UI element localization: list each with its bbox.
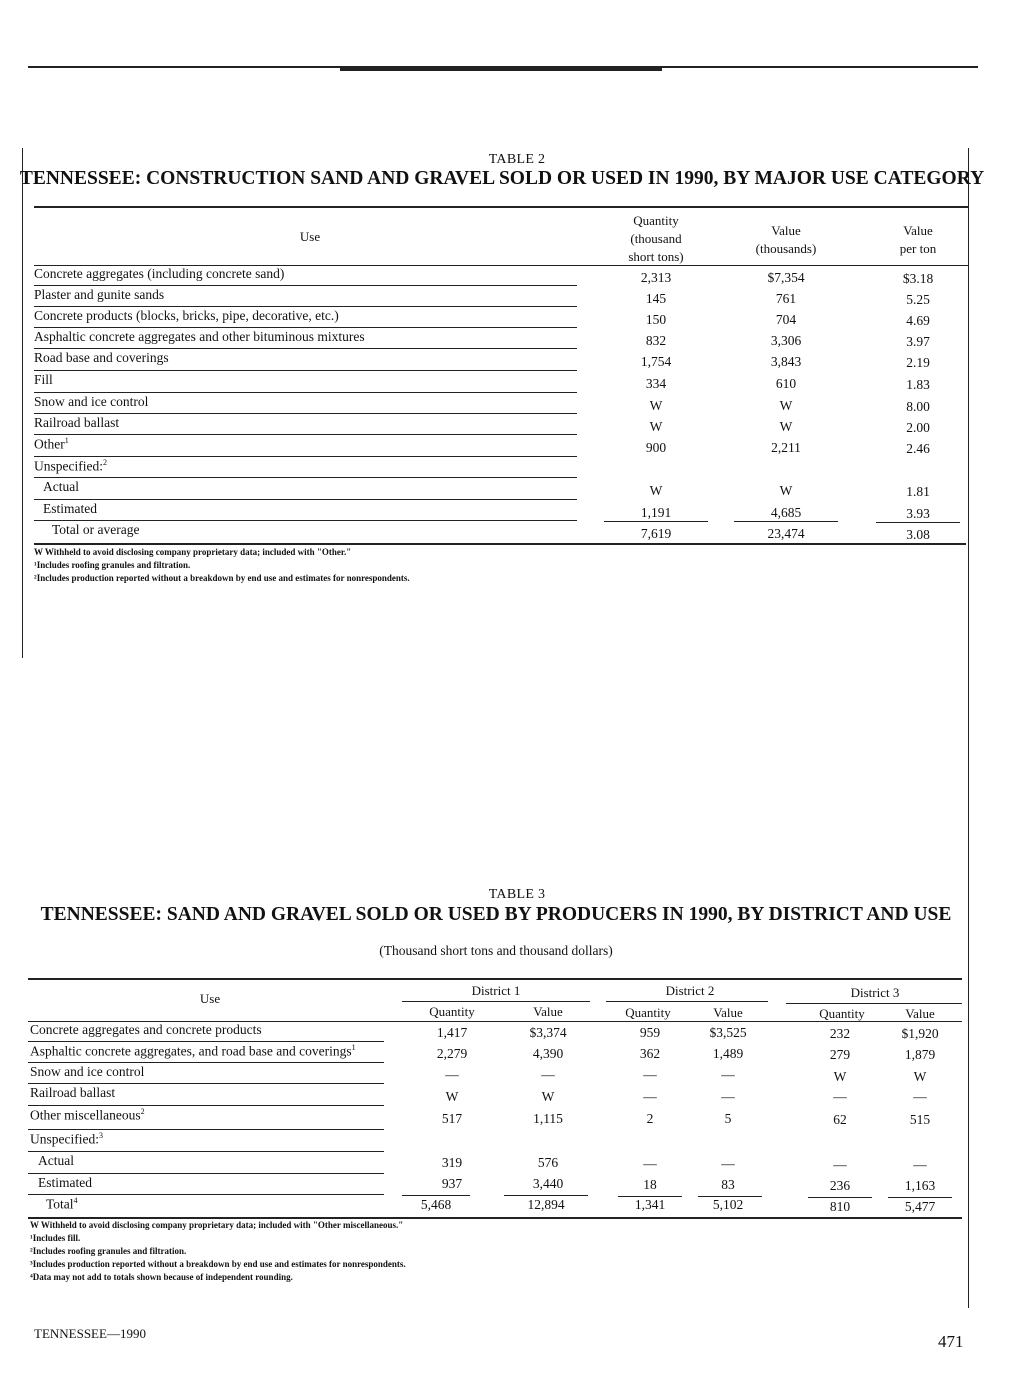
row-rule [28,1083,384,1084]
d1-quantity-cell: W [445,1089,459,1104]
total-rule [504,1195,588,1196]
total-rule [604,521,708,522]
table2-header-quantity: Quantity (thousand short tons) [628,213,684,264]
row-label: Estimated [38,1175,92,1190]
d3-value-cell: 1,163 [904,1178,936,1193]
table3-top-rule [28,978,962,980]
d3-quantity-cell: — [833,1157,847,1172]
d2-quantity-cell: 18 [643,1177,657,1192]
d1-value-cell: 4,390 [532,1046,564,1061]
d2-quantity-cell: — [643,1089,657,1104]
per-ton-cell: 3.93 [906,506,930,521]
value-cell: 2,211 [771,440,801,455]
d2-value-cell: — [721,1089,735,1104]
d1-value-cell: 3,440 [532,1176,564,1191]
value-cell: 3,306 [770,333,802,348]
table2-footnotes [34,546,410,585]
row-rule [34,434,577,435]
d3-quantity-cell: — [833,1089,847,1104]
district-3-rule [786,1003,962,1004]
d2-value-cell: 83 [721,1177,735,1192]
row-rule [28,1194,384,1195]
per-ton-cell: 5.25 [906,292,930,307]
table3-subtitle: (Thousand short tons and thousand dollars) [379,943,613,958]
per-ton-cell: 2.19 [906,355,930,370]
footnote: W Withheld to avoid disclosing company proprietary data; included with "Other miscellaneous." [30,1220,404,1230]
value-cell: 761 [775,291,797,306]
d3-value-header: Value [905,1006,935,1021]
district-1-header: District 1 [471,983,521,998]
row-label: Other$^1$ [34,436,69,452]
d1-quantity-cell: 319 [441,1155,463,1170]
quantity-cell: 145 [645,291,667,306]
d3-value-cell: 515 [909,1112,931,1127]
d1-value-cell: 576 [537,1155,559,1170]
per-ton-cell: 3.08 [906,527,930,542]
row-rule [34,370,577,371]
row-rule [34,348,577,349]
row-rule [28,1129,384,1130]
d1-quantity-cell: 2,279 [436,1046,468,1061]
footnote: ³Includes production reported without a breakdown by end use and estimates for nonrespondents. [30,1259,406,1269]
d1-quantity-cell: 937 [441,1176,463,1191]
row-label: Asphaltic concrete aggregates, and road base and coverings$^1$ [30,1043,356,1059]
value-cell: W [779,398,793,413]
row-label: Asphaltic concrete aggregates and other bituminous mixtures [34,329,365,344]
row-label: Road base and coverings [34,350,169,365]
d3-value-cell: — [913,1089,927,1104]
d2-value-cell: — [721,1067,735,1082]
row-rule [34,477,577,478]
quantity-cell: W [649,398,663,413]
d1-quantity-cell: — [445,1067,459,1082]
d3-value-cell: 5,477 [904,1199,936,1214]
d2-quantity-cell: 959 [639,1025,661,1040]
row-label: Snow and ice control [30,1064,145,1079]
row-rule [34,520,577,521]
d1-quantity-cell: 5,468 [420,1197,452,1212]
quantity-cell: 7,619 [640,526,672,541]
d3-value-cell: — [913,1157,927,1172]
value-cell: $7,354 [767,270,805,285]
quantity-cell: W [649,483,663,498]
d3-value-cell: $1,920 [901,1026,939,1041]
d3-value-cell: W [913,1069,927,1084]
table3-footnotes [30,1219,406,1284]
row-label: Unspecified:$^3$ [30,1131,103,1147]
d3-quantity-header: Quantity [819,1006,865,1021]
table2-top-rule [34,206,968,208]
row-rule [28,1062,384,1063]
value-cell: W [779,483,793,498]
d3-quantity-cell: 810 [829,1199,851,1214]
row-rule [34,499,577,500]
per-ton-cell: 3.97 [906,334,930,349]
row-label: Snow and ice control [34,394,149,409]
table2-title: TENNESSEE: CONSTRUCTION SAND AND GRAVEL SOLD OR USED IN 1990, BY MAJOR USE CATEGORY [19,168,985,189]
per-ton-cell: 4.69 [906,313,930,328]
quantity-cell: 2,313 [640,270,672,285]
d2-quantity-cell: 1,341 [634,1197,666,1212]
row-label: Concrete products (blocks, bricks, pipe, decorative, etc.) [34,308,339,323]
d1-value-cell: $3,374 [529,1025,567,1040]
table2-label: TABLE 2 [488,152,546,167]
table3-title: TENNESSEE: SAND AND GRAVEL SOLD OR USED BY PRODUCERS IN 1990, BY DISTRICT AND USE [40,904,952,925]
row-label: Concrete aggregates and concrete products [30,1022,262,1037]
per-ton-cell: 1.83 [906,377,930,392]
per-ton-cell: 2.46 [906,441,930,456]
d2-value-cell: $3,525 [709,1025,747,1040]
d1-value-header: Value [533,1004,563,1019]
footnote: W Withheld to avoid disclosing company proprietary data; included with "Other." [34,547,352,557]
total-rule [888,1197,952,1198]
row-label: Railroad ballast [34,415,120,430]
district-2-header: District 2 [665,983,715,998]
footnote: ¹Includes roofing granules and filtration. [34,560,191,570]
quantity-cell: 1,754 [640,354,672,369]
value-cell: 610 [775,376,797,391]
per-ton-cell: 2.00 [906,420,930,435]
d3-value-cell: 1,879 [904,1047,936,1062]
table2-header-value-per-ton: Value per ton [899,223,937,256]
top-rule-thick [340,68,662,71]
row-label: Estimated [43,501,97,516]
district-1-rule [402,1001,590,1002]
row-rule [28,1105,384,1106]
page-number: 471 [938,1332,964,1351]
row-rule [34,413,577,414]
d2-quantity-cell: — [643,1156,657,1171]
value-cell: W [779,419,793,434]
d2-quantity-cell: — [643,1067,657,1082]
district-3-header: District 3 [850,985,900,1000]
total-rule [734,521,838,522]
right-margin-line [968,148,969,1308]
row-label: Unspecified:$^2$ [34,458,107,474]
row-label: Total$^4$ [46,1196,78,1212]
quantity-cell: 150 [645,312,667,327]
d3-quantity-cell: 279 [829,1047,851,1062]
d1-quantity-header: Quantity [429,1004,475,1019]
row-label: Actual [38,1153,74,1168]
row-rule [28,1041,384,1042]
d1-value-cell: 12,894 [527,1197,565,1212]
d3-quantity-cell: 232 [829,1026,851,1041]
row-label: Actual [43,479,79,494]
district-2-rule [606,1001,768,1002]
total-rule [876,522,960,523]
row-rule [34,327,577,328]
d1-value-cell: — [541,1067,555,1082]
table2-body [34,265,968,550]
footnote: ²Includes production reported without a breakdown by end use and estimates for nonrespondents. [34,573,410,583]
row-label: Concrete aggregates (including concrete sand) [34,266,285,281]
table3-header-use: Use [199,991,221,1006]
d1-quantity-cell: 517 [441,1111,463,1126]
quantity-cell: 832 [645,333,667,348]
row-label: Railroad ballast [30,1085,116,1100]
value-cell: 4,685 [770,505,802,520]
row-rule [28,1151,384,1152]
footnote: ⁴Data may not add to totals shown because of independent rounding. [30,1272,293,1282]
value-cell: 704 [775,312,797,327]
d2-value-cell: — [721,1156,735,1171]
quantity-cell: W [649,419,663,434]
d3-quantity-cell: 236 [829,1178,851,1193]
quantity-cell: 1,191 [640,505,672,520]
d2-value-cell: 1,489 [712,1046,744,1061]
d2-quantity-cell: 2 [646,1111,654,1126]
row-label: Plaster and gunite sands [34,287,165,302]
d3-quantity-cell: 62 [833,1112,847,1127]
d1-value-cell: W [541,1089,555,1104]
row-label: Fill [34,372,53,387]
quantity-cell: 334 [645,376,667,391]
table3-label: TABLE 3 [488,887,546,902]
d1-quantity-cell: 1,417 [436,1025,468,1040]
d3-quantity-cell: W [833,1069,847,1084]
row-rule [34,306,577,307]
d2-value-cell: 5 [724,1111,732,1126]
left-margin-line [22,148,23,658]
row-rule [28,1173,384,1174]
per-ton-cell: 8.00 [906,399,930,414]
value-cell: 23,474 [767,526,805,541]
footnote: ²Includes roofing granules and filtration. [30,1246,187,1256]
running-footer: TENNESSEE—1990 [34,1326,146,1341]
row-label: Other miscellaneous$^2$ [30,1107,145,1123]
row-rule [34,285,577,286]
table2-bottom-rule [34,543,966,545]
value-cell: 3,843 [770,354,802,369]
row-label: Total or average [52,522,140,537]
d2-quantity-cell: 362 [639,1046,661,1061]
quantity-cell: 900 [645,440,667,455]
per-ton-cell: 1.81 [906,484,930,499]
d2-value-header: Value [713,1005,743,1020]
d2-value-cell: 5,102 [712,1197,744,1212]
row-rule [34,392,577,393]
table2-header-use: Use [299,229,321,244]
d1-value-cell: 1,115 [533,1111,563,1126]
table3-body [28,1021,962,1221]
row-rule [34,456,577,457]
per-ton-cell: $3.18 [902,271,934,286]
total-rule [402,1195,470,1196]
d2-quantity-header: Quantity [625,1005,671,1020]
table2-header-value: Value (thousands) [755,223,817,256]
total-rule [808,1197,872,1198]
footnote: ¹Includes fill. [30,1233,81,1243]
